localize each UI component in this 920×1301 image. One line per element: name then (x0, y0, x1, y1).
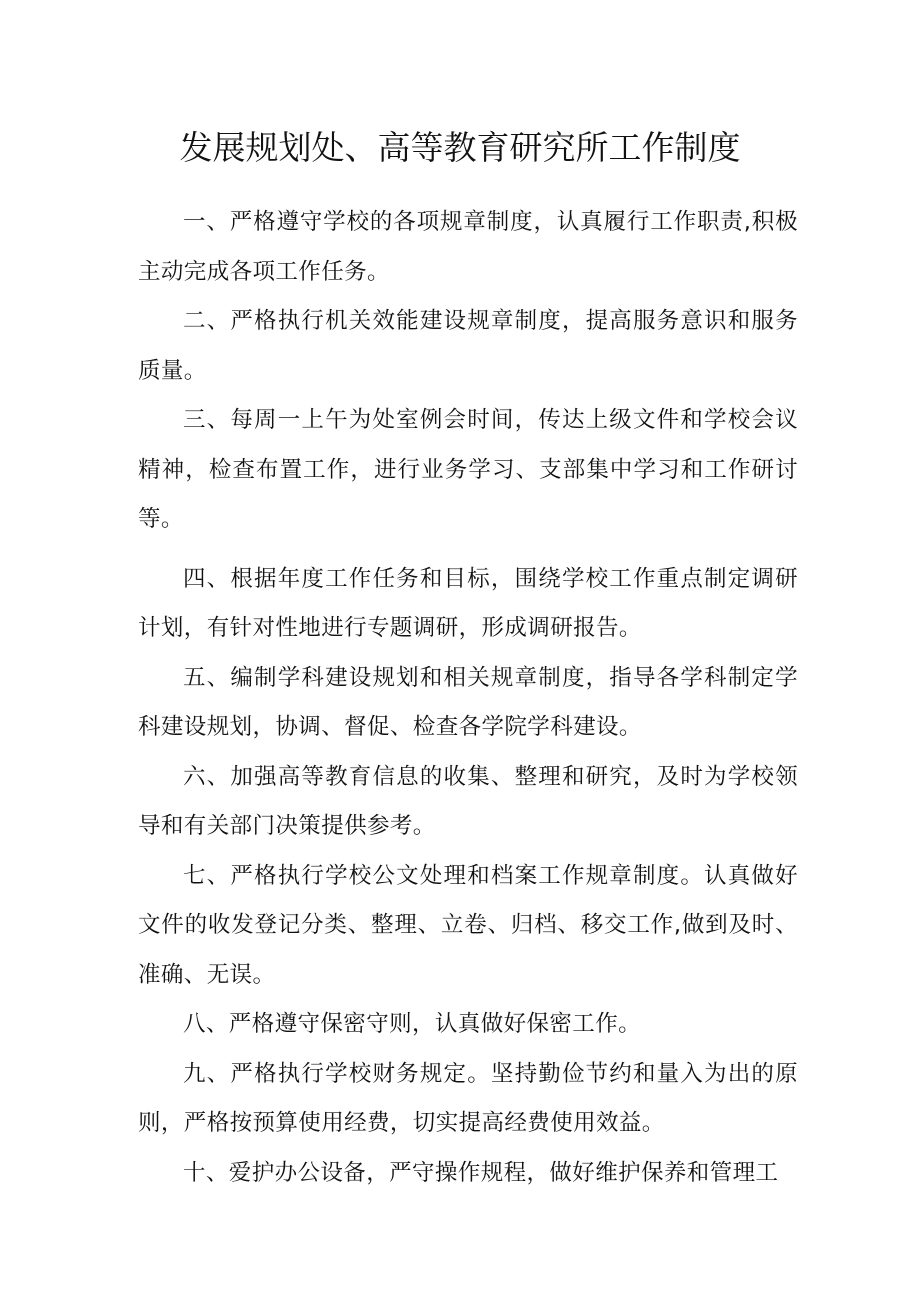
document-body (138, 198, 798, 1198)
paragraph-10: 十、爱护办公设备，严守操作规程，做好维护保养和管理工 (183, 1159, 779, 1186)
paragraph-6: 六、加强高等教育信息的收集、整理和研究，及时为学校领导和有关部门决策提供参考。 (138, 763, 798, 839)
paragraph-1: 一、严格遵守学校的各项规章制度，认真履行工作职责,积极主动完成各项工作任务。 (138, 209, 798, 285)
paragraph-7: 七、严格执行学校公文处理和档案工作规章制度。认真做好文件的收发登记分类、整理、立卷、归档、移交工作,做到及时、准确、无误。 (138, 862, 798, 988)
document-title: 发展规划处、高等教育研究所工作制度 (179, 128, 741, 167)
paragraph-3: 三、每周一上午为处室例会时间，传达上级文件和学校会议精神，检查布置工作，进行业务学习、支部集中学习和工作研讨等。 (138, 407, 798, 532)
paragraph-9: 九、严格执行学校财务规定。坚持勤俭节约和量入为出的原则，严格按预算使用经费，切实提高经费使用效益。 (138, 1060, 798, 1136)
paragraph-8: 八、严格遵守保密守则，认真做好保密工作。 (183, 1011, 642, 1037)
paragraph-5: 五、编制学科建设规划和相关规章制度，指导各学科制定学科建设规划，协调、督促、检查各学院学科建设。 (138, 664, 798, 740)
paragraph-2: 二、严格执行机关效能建设规章制度，提高服务意识和服务质量。 (138, 308, 798, 384)
paragraph-4: 四、根据年度工作任务和目标，围绕学校工作重点制定调研计划，有针对性地进行专题调研，形成调研报告。 (138, 565, 798, 641)
